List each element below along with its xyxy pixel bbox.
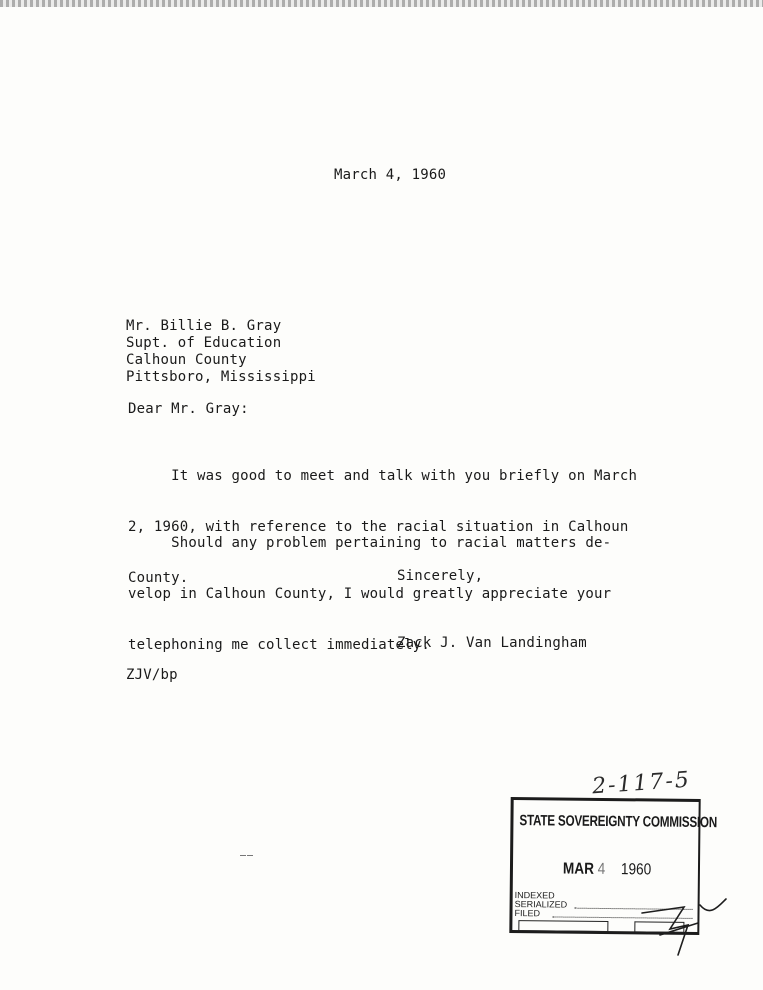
stamp-row-indexed: INDEXED: [514, 890, 555, 901]
stamp-row-serialized: SERIALIZED: [514, 899, 568, 910]
paragraph-line: 2, 1960, with reference to the racial situation in Calhoun: [128, 519, 629, 535]
closing: Sincerely,: [397, 568, 484, 584]
stamp-title: STATE SOVEREIGNTY COMMISSION: [519, 812, 718, 832]
paragraph-line: telephoning me collect immediately.: [128, 637, 431, 653]
paragraph-line: It was good to meet and talk with you briefly on March: [128, 468, 638, 484]
handwritten-file-number: 2-117-5: [591, 767, 692, 800]
stamp-date: [563, 861, 651, 880]
signature-scribble-icon: [640, 895, 730, 965]
stamp-date-month: MAR: [562, 860, 595, 878]
scan-edge: [0, 0, 763, 7]
address-line: Supt. of Education: [126, 335, 282, 351]
stamp-box: [518, 920, 608, 932]
address-line: Mr. Billie B. Gray: [126, 318, 282, 334]
signer-name: Zack J. Van Landingham: [397, 635, 587, 651]
paragraph-line: Should any problem pertaining to racial matters de-: [128, 535, 612, 551]
address-line: Pittsboro, Mississippi: [126, 369, 316, 385]
typist-initials: ZJV/bp: [126, 667, 178, 683]
letter-date: March 4, 1960: [334, 167, 447, 183]
recipient-address: [126, 318, 316, 386]
scan-speck: [247, 855, 253, 856]
stamp-date-year: 1960: [620, 861, 652, 879]
scan-speck: [240, 855, 246, 856]
salutation: Dear Mr. Gray:: [128, 401, 249, 417]
body-paragraph-2: [128, 501, 611, 688]
paragraph-line: velop in Calhoun County, I would greatly appreciate your: [128, 586, 612, 602]
stamp-row-filed: FILED: [514, 908, 541, 919]
address-line: Calhoun County: [126, 352, 247, 368]
paragraph-line: County.: [128, 570, 189, 586]
stamp-date-day: 4: [597, 860, 606, 879]
